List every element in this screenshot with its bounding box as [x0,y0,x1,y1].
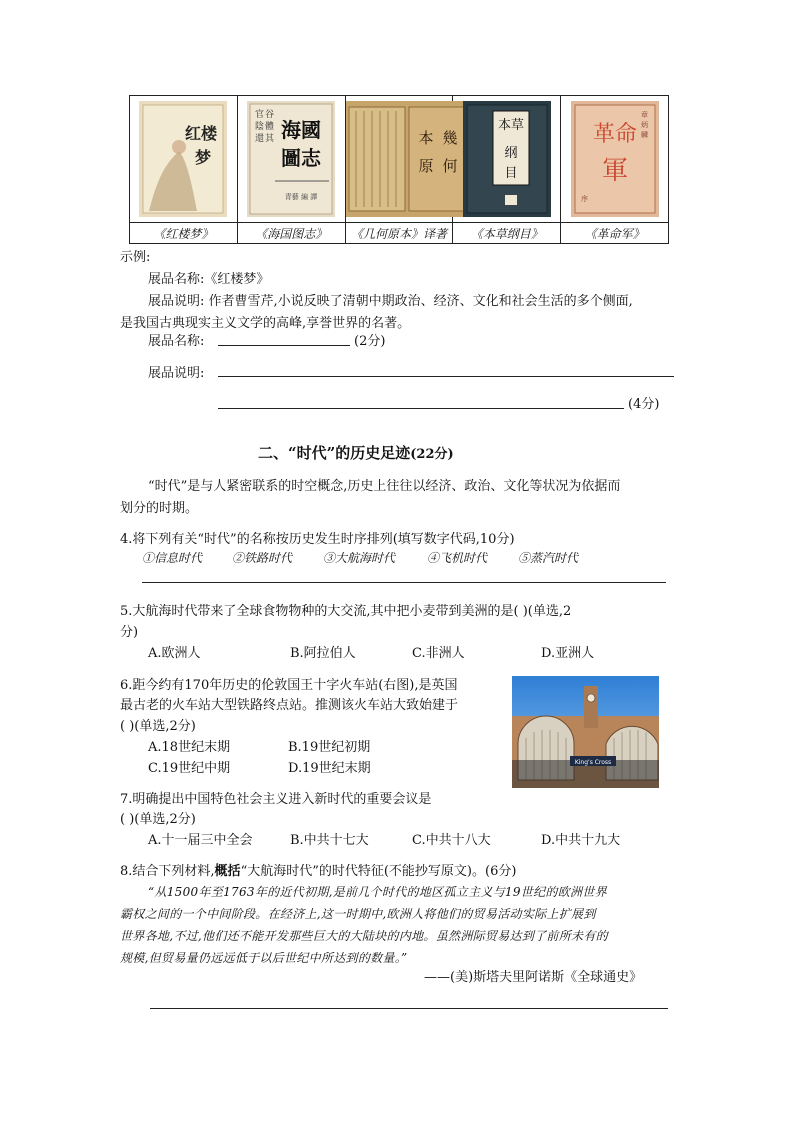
q8-quote-line2: 霸权之间的一个中间阶段。在经济上,这一时期中,欧洲人将他们的贸易活动实际上扩展到 [120,907,596,921]
q5-option-c[interactable]: C.非洲人 [412,646,465,661]
q6-stem-line3: ( )(单选,2分) [120,719,196,734]
q6-option-c[interactable]: C.19世纪中期 [148,761,231,776]
q8-answer-line[interactable] [150,1008,668,1009]
svg-text:序: 序 [580,195,588,203]
q4-option-3: ③大航海时代 [323,551,396,565]
svg-text:目: 目 [504,166,518,181]
svg-text:陰: 陰 [255,122,265,132]
svg-text:海國: 海國 [281,118,322,142]
section-intro-line2: 划分的时期。 [120,501,199,516]
example-desc-line1: 展品说明: 作者曹雪芹,小说反映了清朝中期政治、经济、文化和社会生活的多个侧面, [148,294,633,309]
svg-text:本: 本 [418,129,434,147]
svg-text:炳: 炳 [640,121,648,129]
svg-text:纲: 纲 [504,146,518,161]
q4-option-1: ①信息时代 [142,551,203,565]
jihe-cover-icon [346,101,468,217]
svg-text:官: 官 [255,110,265,120]
honglou-cover-icon [139,101,227,217]
exhibit-name-label: 展品名称: [148,334,205,349]
exhibit-desc-points: (4分) [628,397,660,412]
q5-option-b[interactable]: B.阿拉伯人 [290,646,356,661]
bencao-cover-icon [463,101,551,217]
book-exhibit-table [129,95,669,244]
q6-option-a[interactable]: A.18世纪末期 [148,740,231,755]
q8-quote-line4: 规模,但贸易量仍远远低于以后世纪中所达到的数量。” [120,951,408,965]
exhibit-name-answer-line[interactable] [218,345,350,346]
q4-answer-line[interactable] [142,582,666,583]
svg-text:還: 還 [255,134,265,144]
book-caption: 《红楼梦》 [130,223,238,244]
book-cell-haiguo [237,96,345,223]
q7-option-d[interactable]: D.中共十九大 [541,833,621,848]
q7-stem-line1: 7.明确提出中国特色社会主义进入新时代的重要会议是 [120,792,432,807]
svg-text:體: 體 [265,122,275,132]
svg-text:青藝 編 譯: 青藝 編 譯 [284,193,318,201]
q7-option-a[interactable]: A.十一届三中全会 [148,833,253,848]
exhibit-name-points: (2分) [354,334,386,349]
book-caption: 《海国图志》 [237,223,345,244]
book-caption: 《本草纲目》 [453,223,561,244]
book-cell-bencao [453,96,561,223]
section-title-points: (22分) [410,447,454,462]
q5-stem-line2: 分) [120,625,139,640]
q8-stem [120,860,516,879]
svg-text:章: 章 [640,111,648,119]
q6-option-d[interactable]: D.19世纪末期 [288,761,371,776]
q8-source: ——(美)斯塔夫里阿诺斯《全球通史》 [424,970,643,985]
q5-option-a[interactable]: A.欧洲人 [148,646,201,661]
svg-text:谷: 谷 [265,110,275,120]
q6-stem-line1: 6.距今约有170年历史的伦敦国王十字火车站(右图),是英国 [120,678,458,693]
q4-option-4: ④飞机时代 [427,551,488,565]
svg-text:其: 其 [265,134,275,144]
q7-option-c[interactable]: C.中共十八大 [412,833,491,848]
kings-cross-station-icon [512,676,659,788]
section-title-text: 二、“时代”的历史足迹 [258,444,411,462]
q4-option-2: ②铁路时代 [232,551,293,565]
svg-text:麟: 麟 [640,131,648,139]
geming-cover-icon [571,101,659,217]
book-caption: 《革命军》 [561,223,669,244]
q8-quote-line1: “从1500年至1763年的近代初期,是前几个时代的地区孤立主义与19世纪的欧洲世界 [148,885,607,899]
svg-text:红楼: 红楼 [185,124,218,143]
q8-quote-line3: 世界各地,不过,他们还不能开发那些巨大的大陆块的内地。虽然洲际贸易达到了前所未有的 [120,929,608,943]
section-intro-line1: “时代”是与人紧密联系的时空概念,历史上往往以经济、政治、文化等状况为依据而 [148,479,621,494]
svg-text:革命: 革命 [592,122,637,147]
exhibit-desc-label: 展品说明: [148,366,205,381]
book-caption: 《几何原本》译著 [345,223,453,244]
svg-text:幾: 幾 [442,129,458,147]
q5-option-d[interactable]: D.亚洲人 [541,646,595,661]
example-name: 展品名称:《红楼梦》 [148,272,270,287]
q8-stem-part2: “大航海时代”的时代特征(不能抄写原文)。(6分) [240,864,517,879]
q8-stem-keyword: 概括 [214,864,241,879]
book-cell-geming [561,96,669,223]
book-cell-honglou [130,96,238,223]
example-desc-line2: 是我国古典现实主义文学的高峰,享誉世界的名著。 [120,316,411,331]
haiguo-cover-icon [247,101,335,217]
exhibit-desc-answer-line-2[interactable] [218,408,624,409]
section-title [258,442,454,463]
q6-stem-line2: 最古老的火车站大型铁路终点站。推测该火车站大致始建于 [120,698,459,713]
svg-text:軍: 軍 [601,156,628,186]
q7-option-b[interactable]: B.中共十七大 [290,833,369,848]
q5-stem-line1: 5.大航海时代带来了全球食物物种的大交流,其中把小麦带到美洲的是( )(单选,2 [120,604,572,619]
svg-text:原: 原 [418,157,434,175]
book-cell-jihe [345,96,458,223]
example-label: 示例: [120,250,151,265]
kings-cross-photo [512,676,659,788]
svg-text:圖志: 圖志 [281,146,322,170]
q4-stem: 4.将下列有关“时代”的名称按历史发生时序排列(填写数字代码,10分) [120,532,515,547]
q6-option-b[interactable]: B.19世纪初期 [288,740,371,755]
svg-text:梦: 梦 [195,148,212,167]
svg-text:何: 何 [442,157,458,175]
q8-stem-part1: 8.结合下列材料, [120,864,215,879]
q7-stem-line2: ( )(单选,2分) [120,812,196,827]
photo-sign-text: King's Cross [574,759,612,766]
q4-option-5: ⑤蒸汽时代 [518,551,579,565]
svg-text:本草: 本草 [497,118,524,133]
exhibit-desc-answer-line-1[interactable] [218,376,674,377]
